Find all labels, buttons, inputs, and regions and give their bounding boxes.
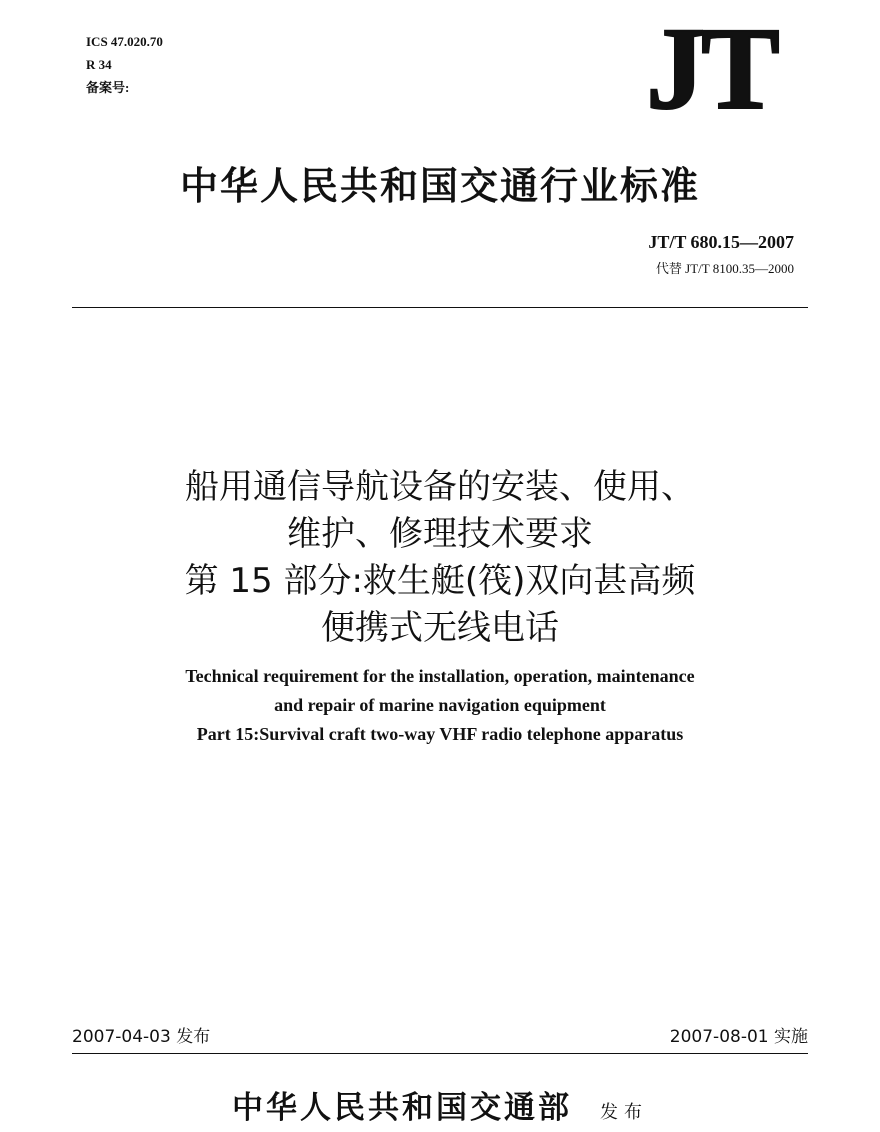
en-title-line: Part 15:Survival craft two-way VHF radio telephone apparatus [196,724,684,744]
cn-title-line: 第 15 部分:救生艇(筏)双向甚高频 [184,561,696,601]
bottom-divider [72,1053,808,1054]
cn-title-line: 船用通信导航设备的安装、使用、 [185,467,695,507]
en-title-line: Technical requirement for the installation, operation, maintenance [185,666,695,686]
issue-date: 2007-04-03 发布 [72,1027,211,1047]
en-title-line: and repair of marine navigation equipment [274,695,606,715]
standard-number: JT/T 680.15—2007 [648,232,794,252]
publisher-name: 中华人民共和国交通部 [232,1090,572,1126]
jt-logo-text: JT [646,18,776,114]
publisher-line [60,1082,820,1127]
top-divider [72,307,808,308]
jt-logo [620,18,802,114]
cn-title-line: 便携式无线电话 [321,608,559,648]
cn-title-line: 维护、修理技术要求 [287,514,593,554]
class-code: R 34 [86,57,112,72]
publisher-suffix: 发布 [600,1102,648,1123]
filing-number: 备案号: [86,80,130,95]
main-title: 中华人民共和国交通行业标准 [179,164,700,208]
implementation-date: 2007-08-01 实施 [669,1027,808,1047]
ics-code: ICS 47.020.70 [86,34,163,49]
replaces-standard: 代替 JT/T 8100.35—2000 [655,261,794,276]
